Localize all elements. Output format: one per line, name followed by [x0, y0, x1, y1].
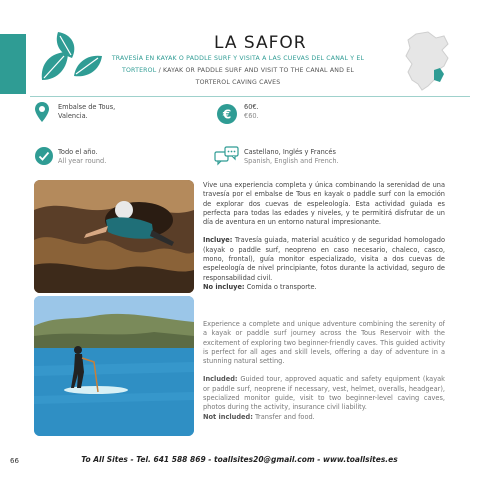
languages-info	[244, 148, 339, 166]
excludes-en-text: Transfer and food.	[254, 412, 315, 421]
description-en-text: Experience a complete and unique adventure combining the serenity of a kayak or paddle surf journey across the Tous Reservoir with the excitement of exploring two beginner-friendly caves. This guided activity is perfect for all ages and skill levels, offering a day of adventure in a stunning natural setting.	[203, 320, 445, 366]
page-title: LA SAFOR	[214, 33, 307, 53]
subtitle-spanish: TRAVESÍA EN KAYAK O PADDLE SURF Y VISITA A LAS CUEVAS DEL CANAL Y EL TORTEROL	[111, 55, 365, 74]
includes-en-text: Guided tour, approved aquatic and safety equipment (kayak or paddle surf, neoprene if necessary, vest, helmet, overalls, headgear), specialized monitor guide, visit to two beginner-level caving caves, photos during the activity, insurance civil liability.	[203, 375, 445, 412]
footer-contact: To All Sites - Tel. 641 588 869 - toallsites20@gmail.com - www.toallsites.es	[81, 455, 398, 464]
header-divider	[30, 96, 470, 97]
description-es-text: Vive una experiencia completa y única combinando la serenidad de una travesía por el embalse de Tous en kayak o paddle surf con la emoción de explorar dos cuevas de espeleología. Esta actividad guiada es perfecta para todas las edades y niveles, y te permitirá disfrutar de un día de aventura en un entorno natural impresionante.	[203, 181, 445, 227]
location-line-2: Valencia.	[58, 112, 88, 120]
location-line-1: Embalse de Tous,	[58, 103, 116, 111]
description-en	[203, 320, 445, 422]
season-es: Todo el año.	[58, 148, 98, 156]
speech-bubbles-icon	[214, 146, 240, 166]
excludes-es-text: Comida o transporte.	[246, 282, 317, 291]
page-subtitle: TRAVESÍA EN KAYAK O PADDLE SURF Y VISITA A LAS CUEVAS DEL CANAL Y EL TORTEROL / KAYAK OR PADDLE SURF AND VISIT TO THE CANAL AND EL TORTEROL CAVING CAVES	[111, 55, 365, 86]
season-en: All year round.	[58, 157, 107, 165]
euro-icon	[216, 103, 238, 125]
page-number: 66	[10, 457, 19, 465]
subtitle-english: KAYAK OR PADDLE SURF AND VISIT TO THE CANAL AND EL TORTEROL CAVING CAVES	[163, 67, 354, 86]
price-es: 60€.	[244, 103, 259, 111]
excludes-en	[203, 413, 445, 422]
includes-es-text: Travesía guiada, material acuático y de seguridad homologado (kayak o paddle surf, neopreno en caso necesario, chaleco, casco, mono, frontal), guía monitor especializado, visita a dos cuevas de espeleología de nivel principiante, fotos durante la actividad, seguro de responsabilidad civil.	[203, 236, 445, 282]
includes-es	[203, 236, 445, 282]
page-edge-tab	[0, 34, 26, 94]
cave-photo	[34, 180, 194, 293]
excludes-en-label: Not included:	[203, 412, 253, 421]
excludes-es	[203, 283, 445, 292]
languages-es: Castellano, Inglés y Francés	[244, 148, 336, 156]
price-info	[244, 103, 259, 121]
paddle-surf-photo	[34, 296, 194, 436]
region-map-icon	[398, 30, 468, 94]
description-es	[203, 181, 445, 292]
includes-es-label: Incluye:	[203, 236, 233, 245]
season-info	[58, 148, 106, 166]
leaf-logo-icon	[38, 30, 104, 82]
svg-text:€: €	[222, 107, 232, 122]
languages-en: Spanish, English and French.	[244, 157, 339, 165]
excludes-es-label: No incluye:	[203, 282, 245, 291]
includes-en	[203, 375, 445, 412]
includes-en-label: Included:	[203, 375, 238, 384]
price-en: €60.	[244, 112, 259, 120]
location-info	[58, 103, 115, 121]
checkmark-icon	[34, 146, 54, 166]
location-pin-icon	[34, 101, 50, 123]
